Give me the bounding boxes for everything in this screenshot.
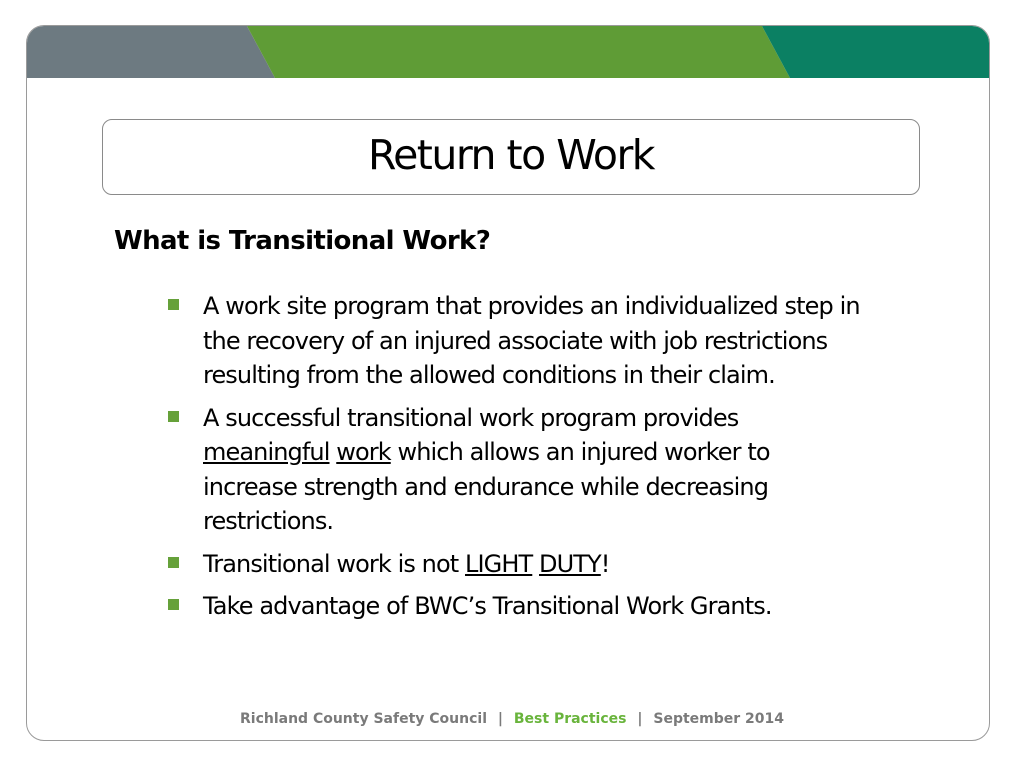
footer-separator: | (497, 711, 503, 727)
underlined-word-work: work (336, 438, 391, 466)
underlined-word-duty: DUTY (539, 549, 601, 578)
footer-separator: | (637, 711, 643, 727)
square-bullet-icon (168, 299, 179, 310)
footer (0, 711, 1024, 727)
bullet-text-before: A successful transitional work program provides (203, 403, 739, 432)
bullet-item (166, 547, 866, 582)
bullet-item (166, 289, 866, 393)
footer-org: Richland County Safety Council (239, 711, 487, 727)
square-bullet-icon (168, 557, 179, 568)
bullet-text-before: Transitional work is not (203, 549, 466, 578)
slide-subtitle: What is Transitional Work? (114, 226, 491, 256)
title-box (102, 119, 920, 195)
bullet-list (166, 289, 866, 632)
header-band (27, 26, 990, 78)
square-bullet-icon (168, 599, 179, 610)
bullet-text-mid (532, 550, 539, 578)
underlined-word-light: LIGHT (465, 549, 533, 578)
bullet-text: A work site program that provides an individualized step in the recovery of an injured associate with job restrictions resulting from the allowed conditions in their claim. (203, 292, 860, 389)
bullet-text-after: ! (600, 549, 610, 578)
header-band-green (247, 26, 790, 78)
underlined-word-meaningful: meaningful (203, 438, 330, 466)
footer-date: September 2014 (653, 711, 784, 727)
slide-title: Return to Work (367, 131, 655, 179)
header-band-gray (27, 26, 275, 78)
bullet-text-after: which allows an injured worker to increase strength and endurance while decreasing restrictions. (203, 438, 770, 535)
bullet-text: Take advantage of BWC’s Transitional Work Grants. (203, 592, 772, 620)
square-bullet-icon (168, 411, 179, 422)
header-band-teal (762, 26, 990, 78)
footer-highlight: Best Practices (513, 711, 627, 727)
bullet-item (166, 589, 866, 624)
bullet-item (166, 401, 866, 539)
